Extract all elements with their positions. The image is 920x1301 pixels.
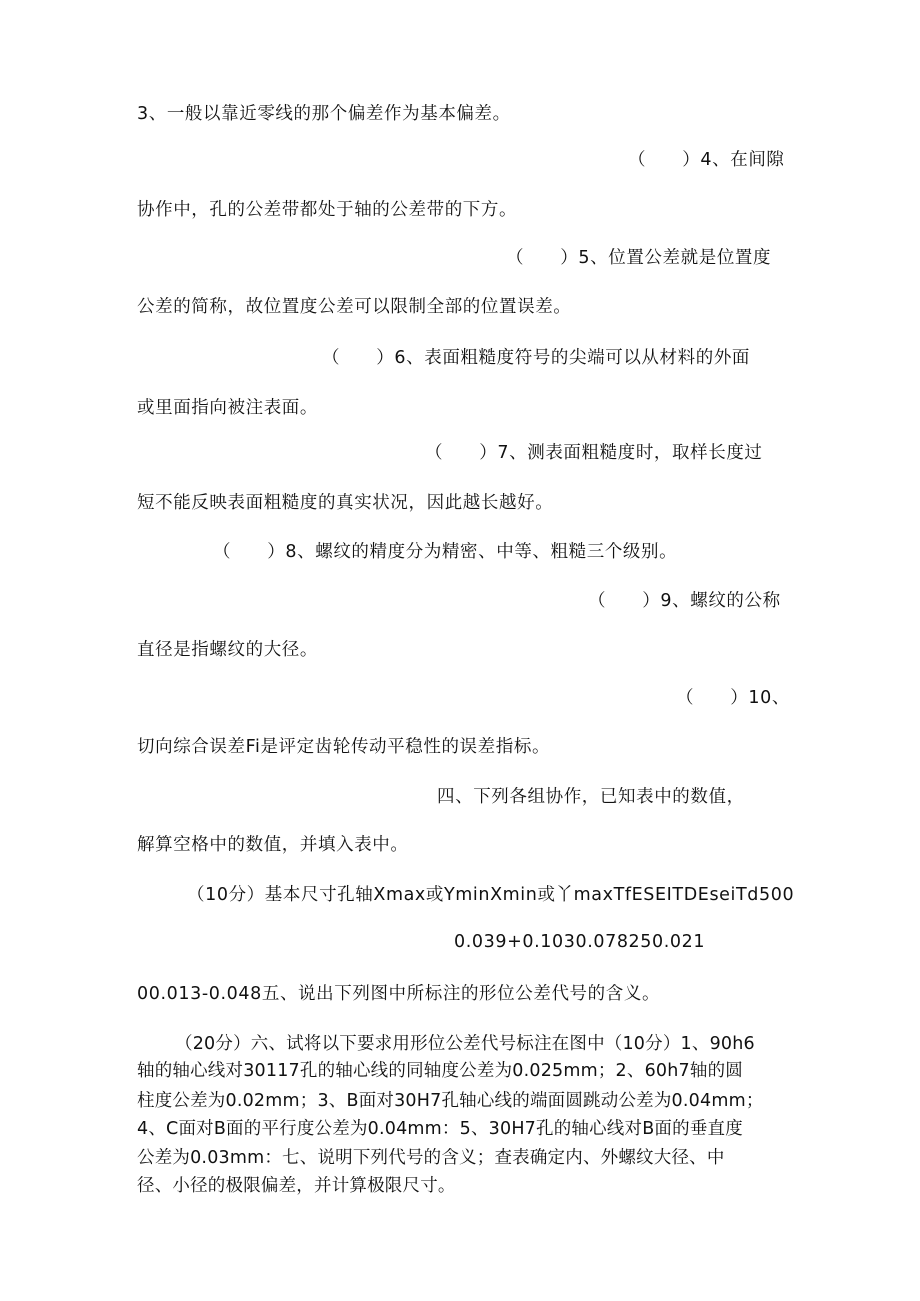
section-4-heading-line-1: 四、下列各组协作，已知表中的数值， <box>437 787 745 807</box>
section-4-table-header: （10分）基本尺寸孔轴Xmax或YminXmin或丫maxTfESEITDEseiTd500 <box>187 885 795 905</box>
item-4-line-2: 协作中，孔的公差带都处于轴的公差带的下方。 <box>137 200 518 220</box>
item-9-line-1: （ ）9、螺纹的公称 <box>588 591 781 611</box>
section-6-line-6: 径、小径的极限偏差，并计算极限尺寸。 <box>137 1176 456 1196</box>
item-3-text: 3、一般以靠近零线的那个偏差作为基本偏差。 <box>137 104 511 124</box>
section-6-line-3: 柱度公差为0.02mm；3、B面对30H7孔轴心线的端面圆跳动公差为0.04mm； <box>137 1091 764 1111</box>
item-10-line-1: （ ）10、 <box>676 688 790 708</box>
item-6-line-1: （ ）6、表面粗糙度符号的尖端可以从材料的外面 <box>322 348 751 368</box>
item-5-line-1: （ ）5、位置公差就是位置度 <box>506 248 772 268</box>
item-10-line-2: 切向综合误差Fi是评定齿轮传动平稳性的误差指标。 <box>137 737 551 757</box>
item-7-line-2: 短不能反映表面粗糙度的真实状况，因此越长越好。 <box>137 493 554 513</box>
section-4-table-values-2: 00.013-0.048五、说出下列图中所标注的形位公差代号的含义。 <box>137 984 661 1004</box>
item-7-line-1: （ ）7、测表面粗糙度时，取样长度过 <box>425 443 763 463</box>
item-4-line-1: （ ）4、在间隙 <box>628 150 785 170</box>
section-6-line-1: （20分）六、试将以下要求用形位公差代号标注在图中（10分）1、90h6 <box>175 1034 755 1054</box>
section-6-line-2: 轴的轴心线对30117孔的轴心线的同轴度公差为0.025mm；2、60h7轴的圆 <box>137 1061 743 1081</box>
section-4-table-values-1: 0.039+0.1030.078250.021 <box>454 932 706 952</box>
item-5-line-2: 公差的简称，故位置度公差可以限制全部的位置误差。 <box>137 297 572 317</box>
section-4-heading-line-2: 解算空格中的数值，并填入表中。 <box>137 835 409 855</box>
item-8-text: （ ）8、螺纹的精度分为精密、中等、粗糙三个级别。 <box>213 542 678 562</box>
item-9-line-2: 直径是指螺纹的大径。 <box>137 640 318 660</box>
section-6-line-5: 公差为0.03mm：七、说明下列代号的含义；查表确定内、外螺纹大径、中 <box>137 1148 725 1168</box>
item-6-line-2: 或里面指向被注表面。 <box>137 398 318 418</box>
section-6-line-4: 4、C面对B面的平行度公差为0.04mm：5、30H7孔的轴心线对B面的垂直度 <box>137 1119 743 1139</box>
